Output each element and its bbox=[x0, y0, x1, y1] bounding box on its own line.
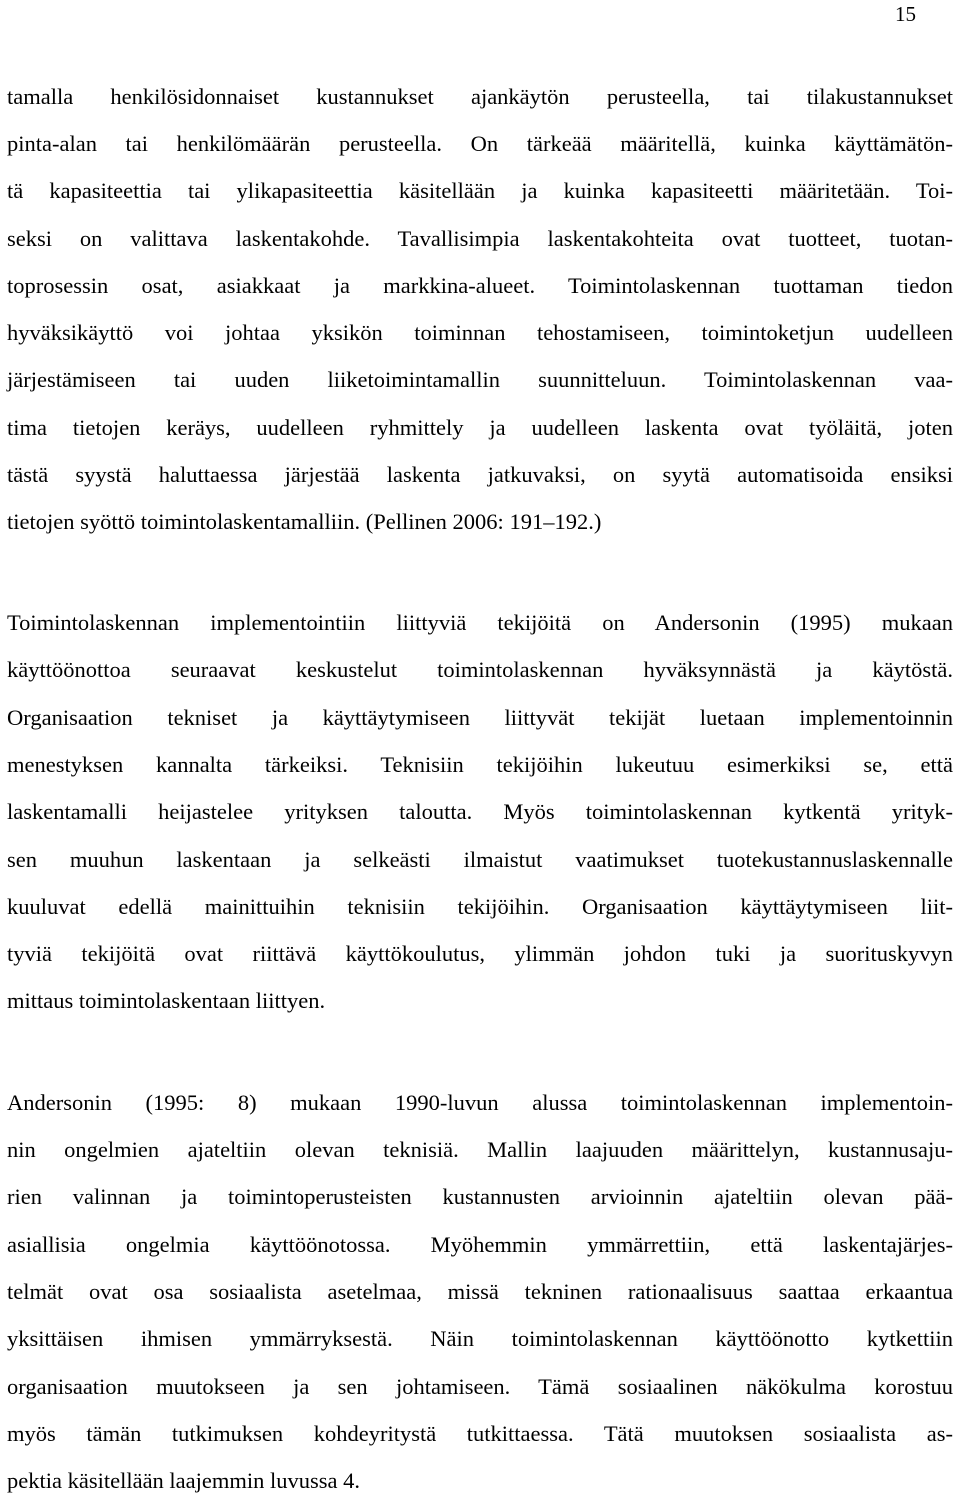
text-line: sen muuhun laskentaan ja selkeästi ilmaistut vaatimukset tuotekustannuslaskennalle bbox=[7, 847, 953, 872]
text-line: tima tietojen keräys, uudelleen ryhmittely ja uudelleen laskenta ovat työläitä, joten bbox=[7, 415, 953, 440]
text-line: tamalla henkilösidonnaiset kustannukset ajankäytön perusteella, tai tilakustannukset bbox=[7, 84, 953, 109]
text-line: seksi on valittava laskentakohde. Tavallisimpia laskentakohteita ovat tuotteet, tuotan- bbox=[7, 226, 953, 251]
text-line: tyviä tekijöitä ovat riittävä käyttökoulutus, ylimmän johdon tuki ja suorituskyvyn bbox=[7, 941, 953, 966]
text-line: pektia käsitellään laajemmin luvussa 4. bbox=[7, 1468, 361, 1493]
text-line: pinta-alan tai henkilömäärän perusteella. On tärkeää määritellä, kuinka käyttämätön- bbox=[7, 131, 953, 156]
text-line: yksittäisen ihmisen ymmärryksestä. Näin toimintolaskennan käyttöönotto kytkettiin bbox=[7, 1326, 953, 1351]
text-line: tä kapasiteettia tai ylikapasiteettia käsitellään ja kuinka kapasiteetti määritetään. Toi- bbox=[7, 178, 953, 203]
text-line: Andersonin (1995: 8) mukaan 1990-luvun alussa toimintolaskennan implementoin- bbox=[7, 1090, 953, 1115]
text-line: laskentamalli heijastelee yrityksen taloutta. Myös toimintolaskennan kytkentä yrityk- bbox=[7, 799, 953, 824]
page-number: 15 bbox=[895, 2, 916, 26]
text-line: tietojen syöttö toimintolaskentamalliin. (Pellinen 2006: 191–192.) bbox=[7, 509, 602, 534]
text-line: hyväksikäyttö voi johtaa yksikön toiminnan tehostamiseen, toimintoketjun uudelleen bbox=[7, 320, 953, 345]
text-line: rien valinnan ja toimintoperusteisten kustannusten arvioinnin ajateltiin olevan pää- bbox=[7, 1184, 953, 1209]
text-line: myös tämän tutkimuksen kohdeyritystä tutkittaessa. Tätä muutoksen sosiaalista as- bbox=[7, 1421, 953, 1446]
text-line: nin ongelmien ajateltiin olevan teknisiä. Mallin laajuuden määrittelyn, kustannusaju- bbox=[7, 1137, 953, 1162]
text-line: käyttöönottoa seuraavat keskustelut toimintolaskennan hyväksynnästä ja käytöstä. bbox=[7, 657, 953, 682]
text-line: Toimintolaskennan implementointiin liittyviä tekijöitä on Andersonin (1995) mukaan bbox=[7, 610, 953, 635]
text-line: telmät ovat osa sosiaalista asetelmaa, missä tekninen rationaalisuus saattaa erkaantua bbox=[7, 1279, 953, 1304]
text-line: toprosessin osat, asiakkaat ja markkina-alueet. Toimintolaskennan tuottaman tiedon bbox=[7, 273, 953, 298]
text-line: kuuluvat edellä mainittuihin teknisiin tekijöihin. Organisaation käyttäytymiseen liit- bbox=[7, 894, 953, 919]
text-line: organisaation muutokseen ja sen johtamiseen. Tämä sosiaalinen näkökulma korostuu bbox=[7, 1374, 953, 1399]
text-line: tästä syystä haluttaessa järjestää laskenta jatkuvaksi, on syytä automatisoida ensiksi bbox=[7, 462, 953, 487]
text-line: menestyksen kannalta tärkeiksi. Teknisiin tekijöihin lukeutuu esimerkiksi se, että bbox=[7, 752, 953, 777]
text-line: mittaus toimintolaskentaan liittyen. bbox=[7, 988, 326, 1013]
text-line: Organisaation tekniset ja käyttäytymiseen liittyvät tekijät luetaan implementoinnin bbox=[7, 705, 953, 730]
text-line: järjestämiseen tai uuden liiketoimintamallin suunnitteluun. Toimintolaskennan vaa- bbox=[7, 367, 953, 392]
text-line: asiallisia ongelmia käyttöönotossa. Myöhemmin ymmärrettiin, että laskentajärjes- bbox=[7, 1232, 953, 1257]
